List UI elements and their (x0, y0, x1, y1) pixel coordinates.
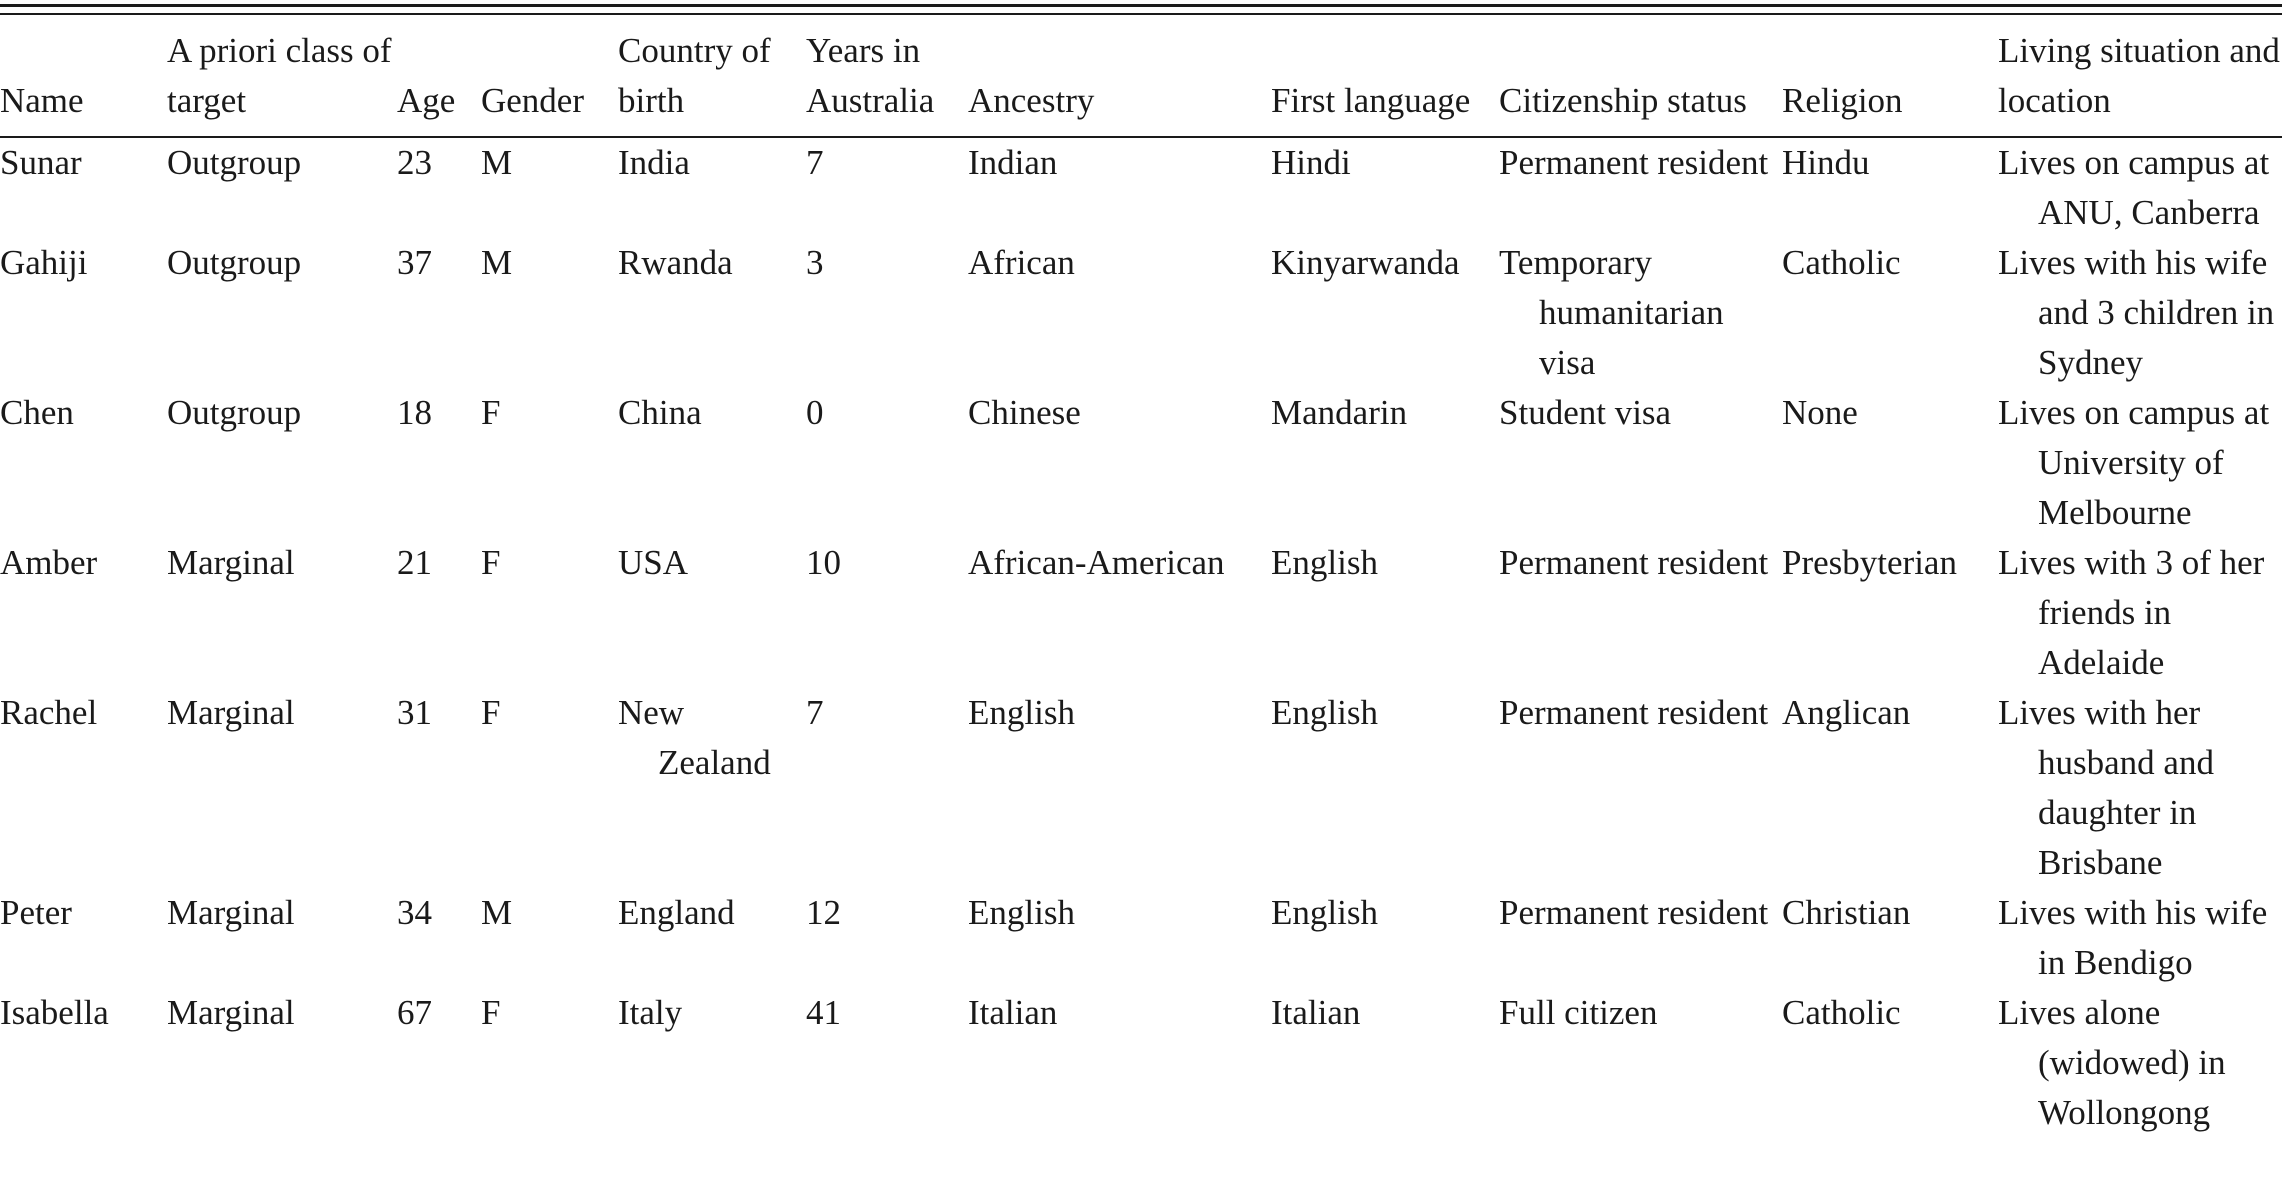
cell-text: Outgroup (167, 393, 302, 432)
cell-name (0, 238, 167, 388)
header-name: Name (0, 20, 167, 137)
cell-country (618, 137, 806, 238)
cell-text: African-American (968, 543, 1225, 582)
cell-name (0, 388, 167, 538)
cell-years (806, 238, 968, 388)
cell-text: Catholic (1782, 243, 1901, 282)
cell-age (397, 688, 481, 888)
cell-text: 21 (397, 543, 432, 582)
cell-text: 18 (397, 393, 432, 432)
cell-text: Lives with his wife in Bendigo (1998, 893, 2268, 982)
cell-text: M (481, 243, 513, 282)
cell-text: Italian (968, 993, 1058, 1032)
cell-class (167, 538, 397, 688)
cell-text: Indian (968, 143, 1058, 182)
cell-gender (481, 238, 618, 388)
cell-text: F (481, 393, 501, 432)
cell-name (0, 888, 167, 988)
cell-text: Christian (1782, 893, 1911, 932)
header-language: First language (1271, 20, 1499, 137)
cell-living (1998, 238, 2282, 388)
cell-text: English (968, 893, 1075, 932)
cell-text: Kinyarwanda (1271, 243, 1460, 282)
cell-text: Lives on campus at University of Melbourne (1998, 393, 2270, 532)
header-ancestry: Ancestry (968, 20, 1271, 137)
cell-living (1998, 888, 2282, 988)
cell-text: 10 (806, 543, 841, 582)
cell-text: Lives with his wife and 3 children in Sydney (1998, 243, 2275, 382)
cell-living (1998, 388, 2282, 538)
top-rule-thick (0, 4, 2282, 7)
cell-ancestry (968, 137, 1271, 238)
cell-text: 67 (397, 993, 432, 1032)
cell-age (397, 538, 481, 688)
cell-text: Rachel (0, 693, 98, 732)
header-gender: Gender (481, 20, 618, 137)
cell-text: Lives alone (widowed) in Wollongong (1998, 993, 2226, 1132)
cell-class (167, 238, 397, 388)
cell-citizenship (1499, 688, 1782, 888)
header-citizenship: Citizenship status (1499, 20, 1782, 137)
cell-country (618, 538, 806, 688)
cell-text: Lives with her husband and daughter in Brisbane (1998, 693, 2214, 882)
cell-text: Lives on campus at ANU, Canberra (1998, 143, 2270, 232)
cell-religion (1782, 688, 1998, 888)
cell-text: Hindi (1271, 143, 1351, 182)
cell-citizenship (1499, 238, 1782, 388)
cell-text: 31 (397, 693, 432, 732)
cell-ancestry (968, 238, 1271, 388)
cell-text: Marginal (167, 543, 295, 582)
cell-class (167, 888, 397, 988)
header-living: Living situation and location (1998, 20, 2282, 137)
cell-class (167, 388, 397, 538)
cell-ancestry (968, 988, 1271, 1138)
table-row (0, 238, 2282, 388)
cell-gender (481, 137, 618, 238)
cell-text: Outgroup (167, 143, 302, 182)
table-row (0, 888, 2282, 988)
cell-text: 12 (806, 893, 841, 932)
cell-text: Peter (0, 893, 72, 932)
cell-age (397, 238, 481, 388)
cell-text: 23 (397, 143, 432, 182)
cell-text: Rwanda (618, 243, 733, 282)
cell-text: Student visa (1499, 393, 1672, 432)
cell-years (806, 888, 968, 988)
cell-gender (481, 988, 618, 1138)
cell-class (167, 988, 397, 1138)
cell-living (1998, 538, 2282, 688)
cell-text: Permanent resident (1499, 893, 1769, 932)
cell-gender (481, 388, 618, 538)
header-country: Country of birth (618, 20, 806, 137)
cell-text: F (481, 993, 501, 1032)
cell-language (1271, 388, 1499, 538)
header-age: Age (397, 20, 481, 137)
cell-name (0, 988, 167, 1138)
cell-language (1271, 137, 1499, 238)
cell-class (167, 137, 397, 238)
cell-class (167, 688, 397, 888)
cell-text: Italian (1271, 993, 1361, 1032)
cell-years (806, 388, 968, 538)
cell-text: Marginal (167, 893, 295, 932)
header-religion: Religion (1782, 20, 1998, 137)
cell-years (806, 538, 968, 688)
cell-country (618, 688, 806, 888)
cell-text: Presbyterian (1782, 543, 1957, 582)
cell-religion (1782, 888, 1998, 988)
cell-country (618, 388, 806, 538)
cell-text: 34 (397, 893, 432, 932)
cell-gender (481, 538, 618, 688)
cell-living (1998, 688, 2282, 888)
table-header (0, 20, 2282, 137)
cell-text: Hindu (1782, 143, 1870, 182)
cell-age (397, 137, 481, 238)
cell-text: English (1271, 543, 1378, 582)
cell-text: F (481, 693, 501, 732)
header-row (0, 20, 2282, 137)
cell-text: 7 (806, 693, 824, 732)
cell-citizenship (1499, 888, 1782, 988)
cell-text: Amber (0, 543, 98, 582)
cell-name (0, 538, 167, 688)
cell-text: Marginal (167, 693, 295, 732)
cell-language (1271, 538, 1499, 688)
cell-country (618, 238, 806, 388)
cell-ancestry (968, 888, 1271, 988)
cell-text: Marginal (167, 993, 295, 1032)
cell-text: Permanent resident (1499, 143, 1769, 182)
cell-citizenship (1499, 538, 1782, 688)
participants-table (0, 20, 2282, 1138)
cell-text: Temporary humanitarian visa (1499, 243, 1724, 382)
cell-text: M (481, 143, 513, 182)
cell-text: 37 (397, 243, 432, 282)
table-row (0, 137, 2282, 238)
cell-years (806, 988, 968, 1138)
cell-age (397, 888, 481, 988)
cell-language (1271, 988, 1499, 1138)
cell-text: Sunar (0, 143, 82, 182)
cell-living (1998, 137, 2282, 238)
cell-text: English (1271, 693, 1378, 732)
cell-text: India (618, 143, 690, 182)
cell-text: M (481, 893, 513, 932)
cell-religion (1782, 988, 1998, 1138)
cell-text: England (618, 893, 735, 932)
cell-text: USA (618, 543, 689, 582)
cell-gender (481, 888, 618, 988)
cell-text: New Zealand (618, 693, 771, 782)
cell-years (806, 137, 968, 238)
cell-language (1271, 688, 1499, 888)
cell-ancestry (968, 388, 1271, 538)
cell-religion (1782, 238, 1998, 388)
cell-text: Chinese (968, 393, 1081, 432)
cell-text: Gahiji (0, 243, 88, 282)
cell-text: None (1782, 393, 1858, 432)
cell-text: 7 (806, 143, 824, 182)
cell-text: English (1271, 893, 1378, 932)
cell-language (1271, 238, 1499, 388)
top-rule-thin (0, 13, 2282, 15)
table-row (0, 538, 2282, 688)
cell-text: English (968, 693, 1075, 732)
cell-religion (1782, 388, 1998, 538)
table-body (0, 137, 2282, 1138)
header-years: Years in Australia (806, 20, 968, 137)
cell-text: China (618, 393, 702, 432)
cell-years (806, 688, 968, 888)
cell-age (397, 388, 481, 538)
cell-text: F (481, 543, 501, 582)
cell-text: 0 (806, 393, 824, 432)
table-row (0, 388, 2282, 538)
cell-text: African (968, 243, 1075, 282)
cell-religion (1782, 137, 1998, 238)
cell-citizenship (1499, 988, 1782, 1138)
cell-text: Lives with 3 of her friends in Adelaide (1998, 543, 2265, 682)
cell-country (618, 888, 806, 988)
cell-name (0, 688, 167, 888)
table-row (0, 988, 2282, 1138)
cell-age (397, 988, 481, 1138)
cell-text: Permanent resident (1499, 543, 1769, 582)
cell-citizenship (1499, 137, 1782, 238)
table-row (0, 688, 2282, 888)
cell-text: Full citizen (1499, 993, 1658, 1032)
cell-text: Outgroup (167, 243, 302, 282)
cell-text: Italy (618, 993, 683, 1032)
cell-text: Anglican (1782, 693, 1911, 732)
cell-text: Permanent resident (1499, 693, 1769, 732)
cell-religion (1782, 538, 1998, 688)
cell-ancestry (968, 688, 1271, 888)
header-class: A priori class of target (167, 20, 397, 137)
cell-language (1271, 888, 1499, 988)
cell-text: Isabella (0, 993, 109, 1032)
cell-gender (481, 688, 618, 888)
cell-name (0, 137, 167, 238)
cell-living (1998, 988, 2282, 1138)
cell-country (618, 988, 806, 1138)
cell-text: 3 (806, 243, 824, 282)
cell-ancestry (968, 538, 1271, 688)
cell-text: 41 (806, 993, 841, 1032)
cell-citizenship (1499, 388, 1782, 538)
cell-text: Chen (0, 393, 74, 432)
cell-text: Catholic (1782, 993, 1901, 1032)
cell-text: Mandarin (1271, 393, 1408, 432)
